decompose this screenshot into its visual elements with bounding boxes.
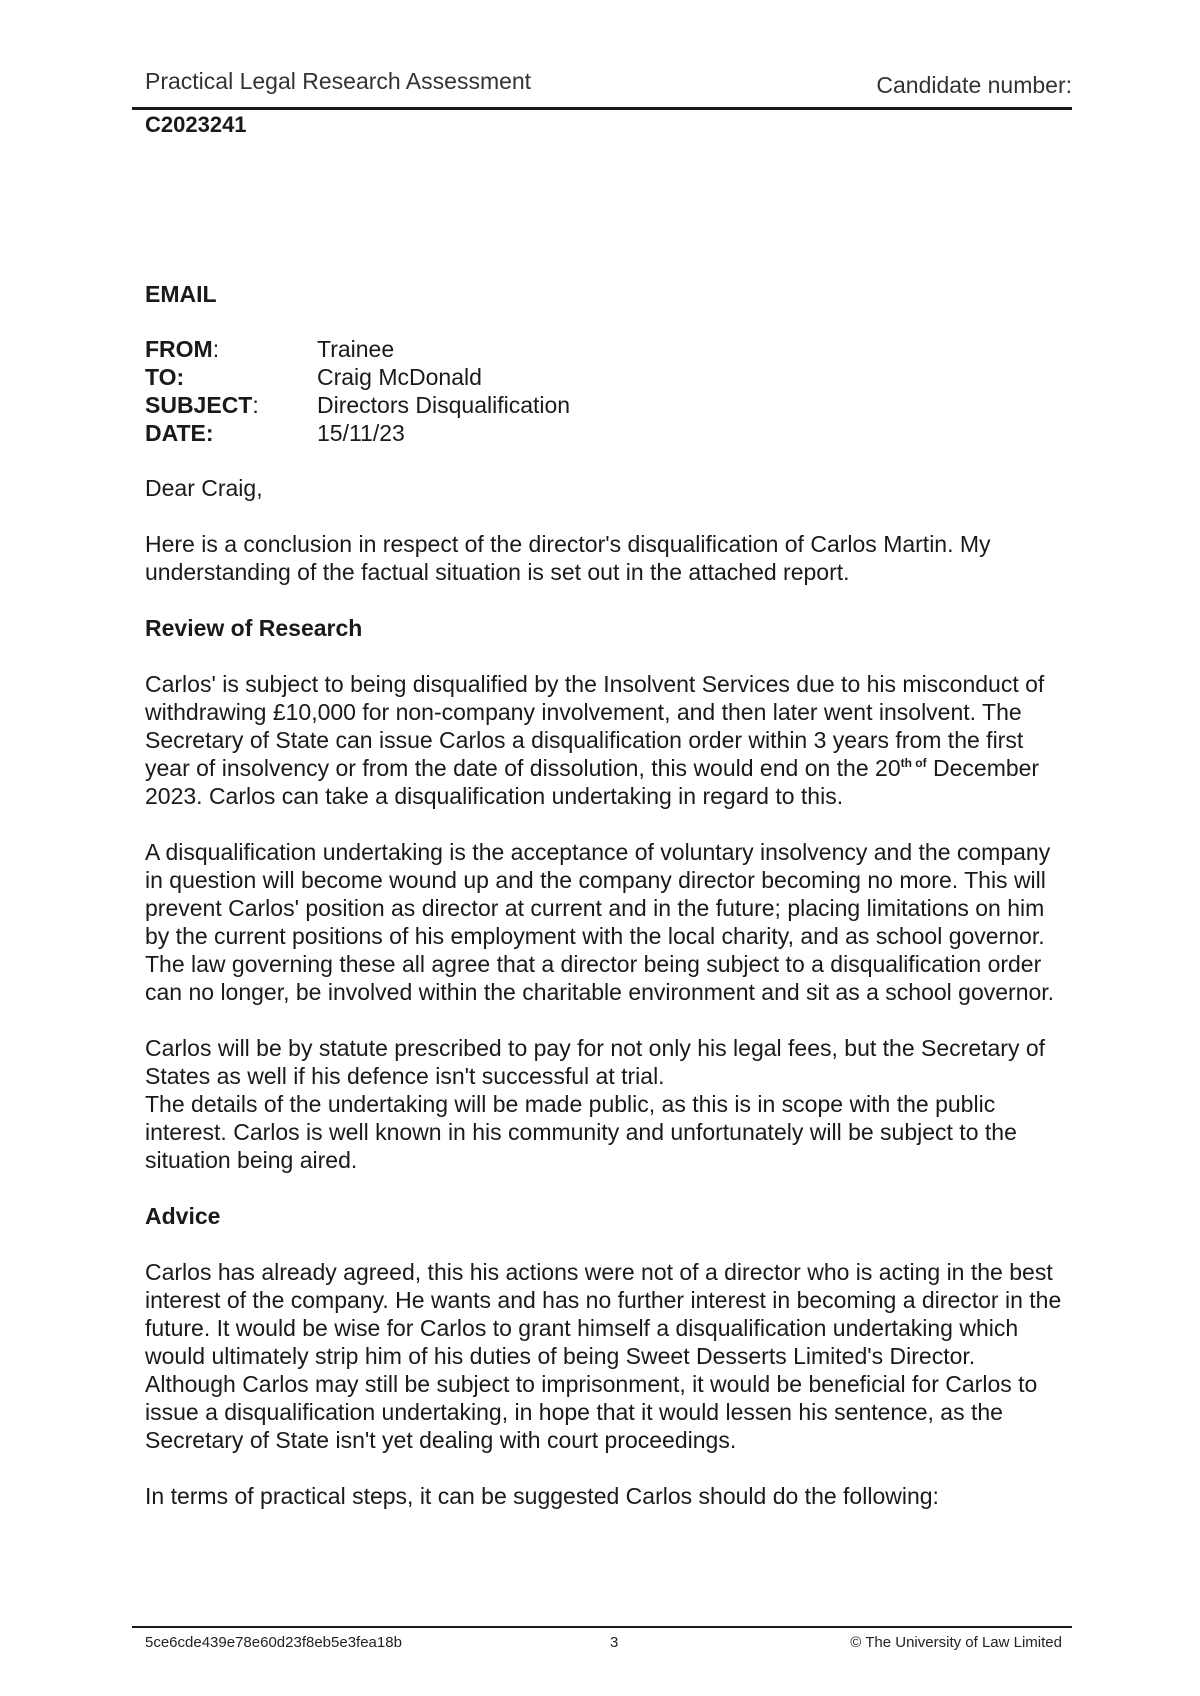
header-divider xyxy=(132,107,1072,110)
advice-heading: Advice xyxy=(145,1203,221,1229)
to-value: Craig McDonald xyxy=(317,364,482,390)
advice-paragraph-1: Carlos has already agreed, this his actions were not of a director who is acting in the best interest of the company. He wants and has no further interest in becoming a director in the future. It would be wise for Carlos to grant himself a disqualification undertaking which would ultimately strip him of his duties of being Sweet Desserts Limited's Director. Although Carlos may still be subject to imprisonment, it would be beneficial for Carlos to issue a disqualification undertaking, in hope that it would lessen his sentence, as the Secretary of State isn't yet dealing with court proceedings. xyxy=(145,1259,1062,1453)
review-paragraph-3: Carlos will be by statute prescribed to pay for not only his legal fees, but the Secretary of States as well if his defence isn't successful at trial. xyxy=(145,1035,1046,1089)
document-body xyxy=(145,280,1065,1538)
intro-paragraph: Here is a conclusion in respect of the director's disqualification of Carlos Martin. My understanding of the factual situation is set out in the attached report. xyxy=(145,531,991,585)
review-paragraph-1: Carlos' is subject to being disqualified by the Insolvent Services due to his misconduct of withdrawing £10,000 for non-company involvement, and then later went insolvent. The Secretary of State can issue Carlos a disqualification order within 3 years from the first year of insolvency or from the date of dissolution, this would end on the $20^{th of}$ December 2023. Carlos can take a disqualification undertaking in regard to this. xyxy=(145,671,1045,809)
from-key: FROM: xyxy=(145,336,220,362)
to-key: TO: xyxy=(145,364,185,390)
email-label: EMAIL xyxy=(145,281,217,307)
candidate-number: C2023241 xyxy=(145,112,247,137)
date-value: 15/11/23 xyxy=(317,420,405,446)
subject-value: Directors Disqualification xyxy=(317,392,571,418)
footer-copyright: © The University of Law Limited xyxy=(850,1634,1062,1651)
review-heading: Review of Research xyxy=(145,615,363,641)
date-key: DATE: xyxy=(145,420,214,446)
date-ordinal: th of xyxy=(900,756,927,770)
from-value: Trainee xyxy=(317,336,395,362)
footer-hash: 5ce6cde439e78e60d23f8eb5e3fea18b xyxy=(145,1634,402,1651)
footer-divider xyxy=(132,1626,1072,1628)
email-meta xyxy=(145,335,1065,447)
review-paragraph-2: A disqualification undertaking is the acceptance of voluntary insolvency and the company in question will become wound up and the company director becoming no more. This will prevent Carlos' position as director at current and in the future; placing limitations on him by the current positions of his employment with the local charity, and as school governor. The law governing these all agree that a director being subject to a disqualification order can no longer, be involved within the charitable environment and sit as a school governor. xyxy=(145,839,1055,1005)
header-title: Practical Legal Research Assessment xyxy=(145,68,532,94)
advice-paragraph-2: In terms of practical steps, it can be suggested Carlos should do the following: xyxy=(145,1483,939,1509)
subject-key: SUBJECT: xyxy=(145,392,259,418)
review-paragraph-4: The details of the undertaking will be made public, as this is in scope with the public interest. Carlos is well known in his community and unfortunately will be subject to the situation being aired. xyxy=(145,1091,1017,1173)
page-number: 3 xyxy=(610,1634,619,1651)
candidate-number-label: Candidate number: xyxy=(876,72,1072,98)
greeting: Dear Craig, xyxy=(145,475,263,501)
